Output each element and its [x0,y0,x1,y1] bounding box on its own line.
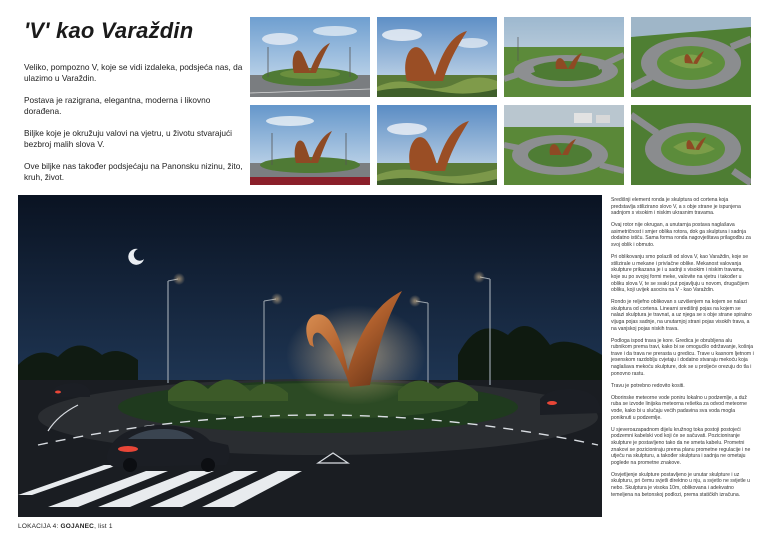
intro-paragraph: Biljke koje je okružuju valovi na vjetru, u životu stvarajući bezbroj malih slova V. [24,128,232,149]
thumbnail-aerial-view-1 [504,17,624,97]
thumbnail-aerial-view-4 [631,105,751,185]
description-paragraph: Travu je potrebno redovito kositi. [611,382,685,389]
description-paragraph: Ovaj rotor nije okrugan, a unutarnja postava naglašava asimetričnost i smjer oblika rotora, dok ga skulptura i sadnja dodatno ističu. Sama forma ronda nagovještava prilagodbu za svoj oblik i obmuto. [611,222,751,249]
description-paragraph: Podloga ispod trava je kore. Gredica je obrubljena alu rubnikom prema travi, kako bi se omogućilo održavanje, košnja trave i da trava ne prerasta u gredicu. Trave u kasnom ljetnom i jesenskom razdoblju cvjetaju i dodatno stvaraju mekoću koja naglašava mekoću skulpture, dok se u proljeće orezuju do tla i ponovno rastu. [611,337,754,377]
page-title: 'V' kao Varaždin [24,18,194,43]
description-paragraph: Oborinske meteorne vode poniru lokalno u podzemlje, a duž ruba se izvode linijska meteorna rešetka za odvod meteorne vode, kako bi u slučaju većih padavina sva voda mogla poniknuti u podzemlje. [611,394,747,421]
footer-prefix: LOKACIJA 4: [18,523,61,530]
description-paragraph: U sjeveroazapadnom dijelu kružnog toka postoji postojeći podzemni kabelski vod koji će se sačuvati. Pozicioniranje skulpture je postavljeno tako da ne smeta kabelu. Prometni znakovi se pozicioniraju prema planu prometne regulacije i ne utječu na skulpturu, a također skulptura i sadnja ne ometaju poglede na prometne znakove. [611,426,751,466]
thumbnail-aerial-view-2 [631,17,751,97]
night-render-image [18,195,602,517]
footer-caption [18,523,113,530]
thumbnail-gallery [250,17,753,187]
thumbnail-day-closeup-2 [377,105,497,185]
footer-location: GOJANEC [60,523,95,530]
thumbnail-aerial-view-3 [504,105,624,185]
intro-paragraph: Ove biljke nas također podsjećaju na Panonsku nizinu, žito, kruh, život. [24,161,243,182]
description-paragraph: Osvjetljenje skulpture postavljeno je unutar skulpture i uz skulpturu, pri čemu svjetli direktno u nju, a svjetlo ne svijetle u nebo. Skulptura je visoka 10m, oblikovana i adekvatno temeljena na betonskoj podlozi, prema statičkih izračuna. [611,471,751,498]
thumbnail-day-view-2 [250,105,370,185]
description-paragraph: Pri oblikovanju smo polazili od slova V, kao Varaždin, koje se stilizirale u mekane i privlačne oblike. Mekanost valovanja skulpture prikazana je i u sadnji s visokim i niskim travama, koje su po svojoj formi meke, valovite na vjetru i također u obliku slova V, te se svaki put pojavljuju u novom, drugačijem obliku, koji uvijek asocira na V - kao Varaždin. [611,254,749,294]
intro-paragraph: Veliko, pompozno V, koje se vidi izdaleka, podsjeća nas, da ulazimo u Varaždin. [24,62,243,83]
thumbnail-day-closeup-1 [377,17,497,97]
intro-text [24,62,244,216]
description-text [611,197,754,504]
intro-paragraph: Postava je razigrana, elegantna, moderna i likovno dorađena. [24,95,211,116]
description-paragraph: Rondo je reljefno oblikovan s uzvišenjem na kojem se nalazi skulptura od cortena. Linearni središnji pojas na kojem se nalazi skulptura je travnat, a uz njega se s obje strane spiralno vijuga pojas sadnje, na unutarnjoj strani pojas visokih trava, a na vanjskoj pojas niskih trava. [611,299,752,332]
description-paragraph: Središnji element ronda je skulptura od cortena koja predstavlja stilizirano slovo V, a s obje strane je ispunjena sadnjom s visokim i niskim ukrasnim travama. [611,197,741,217]
footer-suffix: , list 1 [94,523,113,530]
thumbnail-day-view-1 [250,17,370,97]
